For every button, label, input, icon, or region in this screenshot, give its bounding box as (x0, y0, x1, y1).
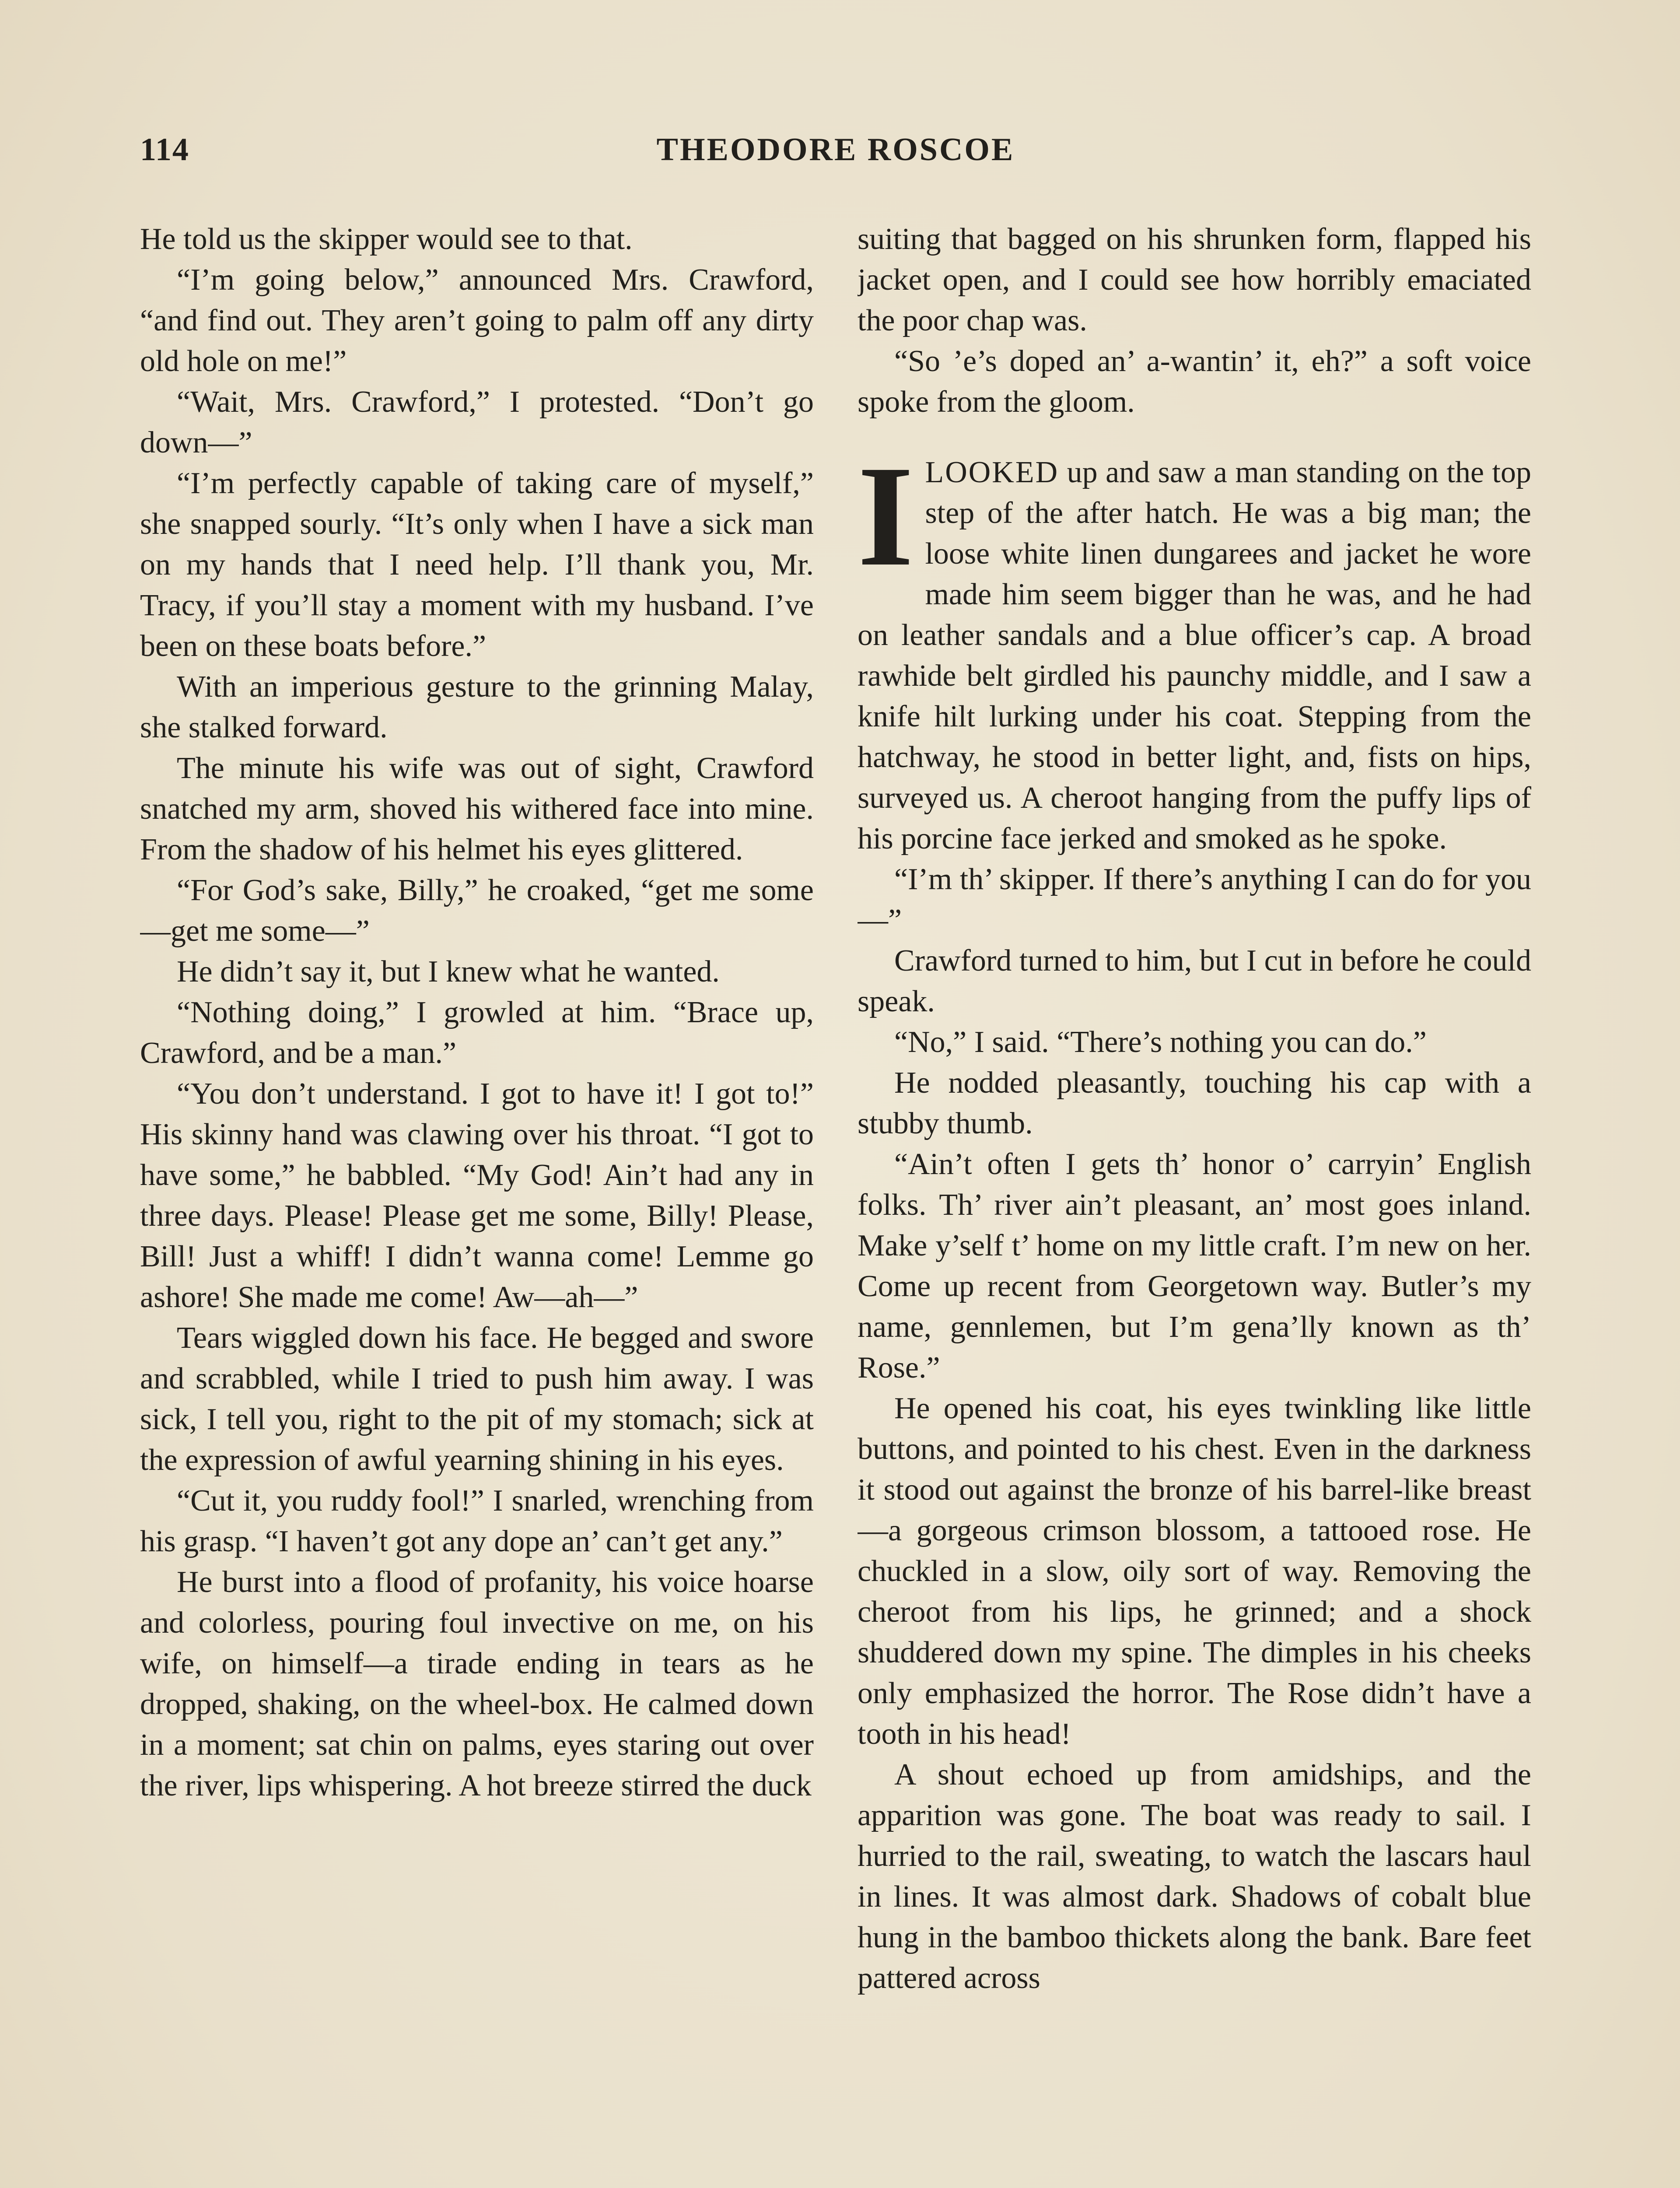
paragraph: “Wait, Mrs. Crawford,” I protested. “Don’t go down—” (140, 385, 814, 459)
running-head: THEODORE ROSCOE (656, 132, 1015, 168)
paragraph: “I’m perfectly capable of taking care of myself,” she snapped sourly. “It’s only when I have a sick man on my hands that I need help. I’ll thank you, Mr. Tracy, if you’ll stay a moment with my husband. I’ve been on these boats before.” (140, 466, 814, 663)
paragraph: “I’m th’ skipper. If there’s anything I can do for you—” (858, 863, 1531, 937)
paragraph: Tears wiggled down his face. He begged and swore and scrabbled, while I tried to push him away. I was sick, I tell you, right to the pit of my stomach; sick at the expression of awful yearning shining in his eyes. (140, 1321, 814, 1477)
paragraph: “So ’e’s doped an’ a-wantin’ it, eh?” a soft voice spoke from the gloom. (858, 344, 1531, 419)
section-opening-paragraph (858, 436, 1531, 859)
paragraph: “For God’s sake, Billy,” he croaked, “get me some—get me some—” (140, 873, 814, 948)
paragraph: “Cut it, you ruddy fool!” I snarled, wrenching from his grasp. “I haven’t got any dope an’ can’t get any.” (140, 1484, 814, 1558)
left-column (140, 219, 814, 2188)
paragraph: A shout echoed up from amidships, and the apparition was gone. The boat was ready to sail. I hurried to the rail, sweating, to watch the lascars haul in lines. It was almost dark. Shadows of cobalt blue hung in the bamboo thickets along the bank. Bare feet pattered across (858, 1758, 1531, 1995)
paragraph: “Nothing doing,” I growled at him. “Brace up, Crawford, and be a man.” (140, 996, 814, 1070)
paragraph: He told us the skipper would see to that. (140, 222, 633, 256)
paragraph: “You don’t understand. I got to have it! I got to!” His skinny hand was clawing over his throat. “I got to have some,” he babbled. “My God! Ain’t had any in three days. Please! Please get me some, Billy! Please, Bill! Just a whiff! I didn’t wanna come! Lemme go ashore! She made me come! Aw—ah—” (140, 1077, 814, 1314)
paragraph: With an imperious gesture to the grinning Malay, she stalked forward. (140, 670, 814, 744)
paragraph: suiting that bagged on his shrunken form, flapped his jacket open, and I could see how horribly emaciated the poor chap was. (858, 222, 1531, 337)
page-header (140, 131, 1531, 184)
lead-in-caps: LOOKED (925, 456, 1059, 489)
paragraph: “I’m going below,” announced Mrs. Crawford, “and find out. They aren’t going to palm off any dirty old hole on me!” (140, 263, 814, 378)
paragraph: He opened his coat, his eyes twinkling like little buttons, and pointed to his chest. Even in the darkness it stood out against the bronze of his barrel-like breast—a gorgeous crimson blossom, a tattooed rose. He chuckled in a slow, oily sort of way. Removing the cheroot from his lips, he grinned; and a shock shuddered down my spine. The dimples in his cheeks only emphasized the horror. The Rose didn’t have a tooth in his head! (858, 1392, 1531, 1751)
paragraph: Crawford turned to him, but I cut in before he could speak. (858, 944, 1531, 1018)
lead-in-text: up and saw a man standing on the top step of the after hatch. He was a big man; the loose white linen dungarees and jacket he wore made him seem bigger than he was, and he had on leather sandals and a blue officer’s cap. A broad rawhide belt girdled his paunchy middle, and I saw a knife hilt lurking under his coat. Stepping from the hatchway, he stood in better light, and, fists on hips, surveyed us. A cheroot hanging from the puffy lips of his porcine face jerked and smoked as he spoke. (858, 456, 1531, 856)
paragraph: “Ain’t often I gets th’ honor o’ carryin’ English folks. Th’ river ain’t pleasant, an’ most goes inland. Make y’self t’ home on my little craft. I’m new on her. Come up recent from Georgetown way. Butler’s my name, gennlemen, but I’m gena’lly known as th’ Rose.” (858, 1147, 1531, 1385)
paragraph: He nodded pleasantly, touching his cap with a stubby thumb. (858, 1066, 1531, 1140)
paragraph: He didn’t say it, but I knew what he wanted. (177, 955, 720, 989)
paragraph: The minute his wife was out of sight, Crawford snatched my arm, shoved his withered face into mine. From the shadow of his helmet his eyes glittered. (140, 751, 814, 866)
paragraph: “No,” I said. “There’s nothing you can do.” (894, 1025, 1427, 1059)
paragraph: He burst into a flood of profanity, his voice hoarse and colorless, pouring foul invective on me, on his wife, on himself—a tirade ending in tears as he dropped, shaking, on the wheel-box. He calmed down in a moment; sat chin on palms, eyes staring out over the river, lips whispering. A hot breeze stirred the duck (140, 1565, 814, 1802)
drop-cap: I (858, 436, 914, 596)
right-column (858, 219, 1531, 2188)
page-number: 114 (140, 132, 189, 168)
